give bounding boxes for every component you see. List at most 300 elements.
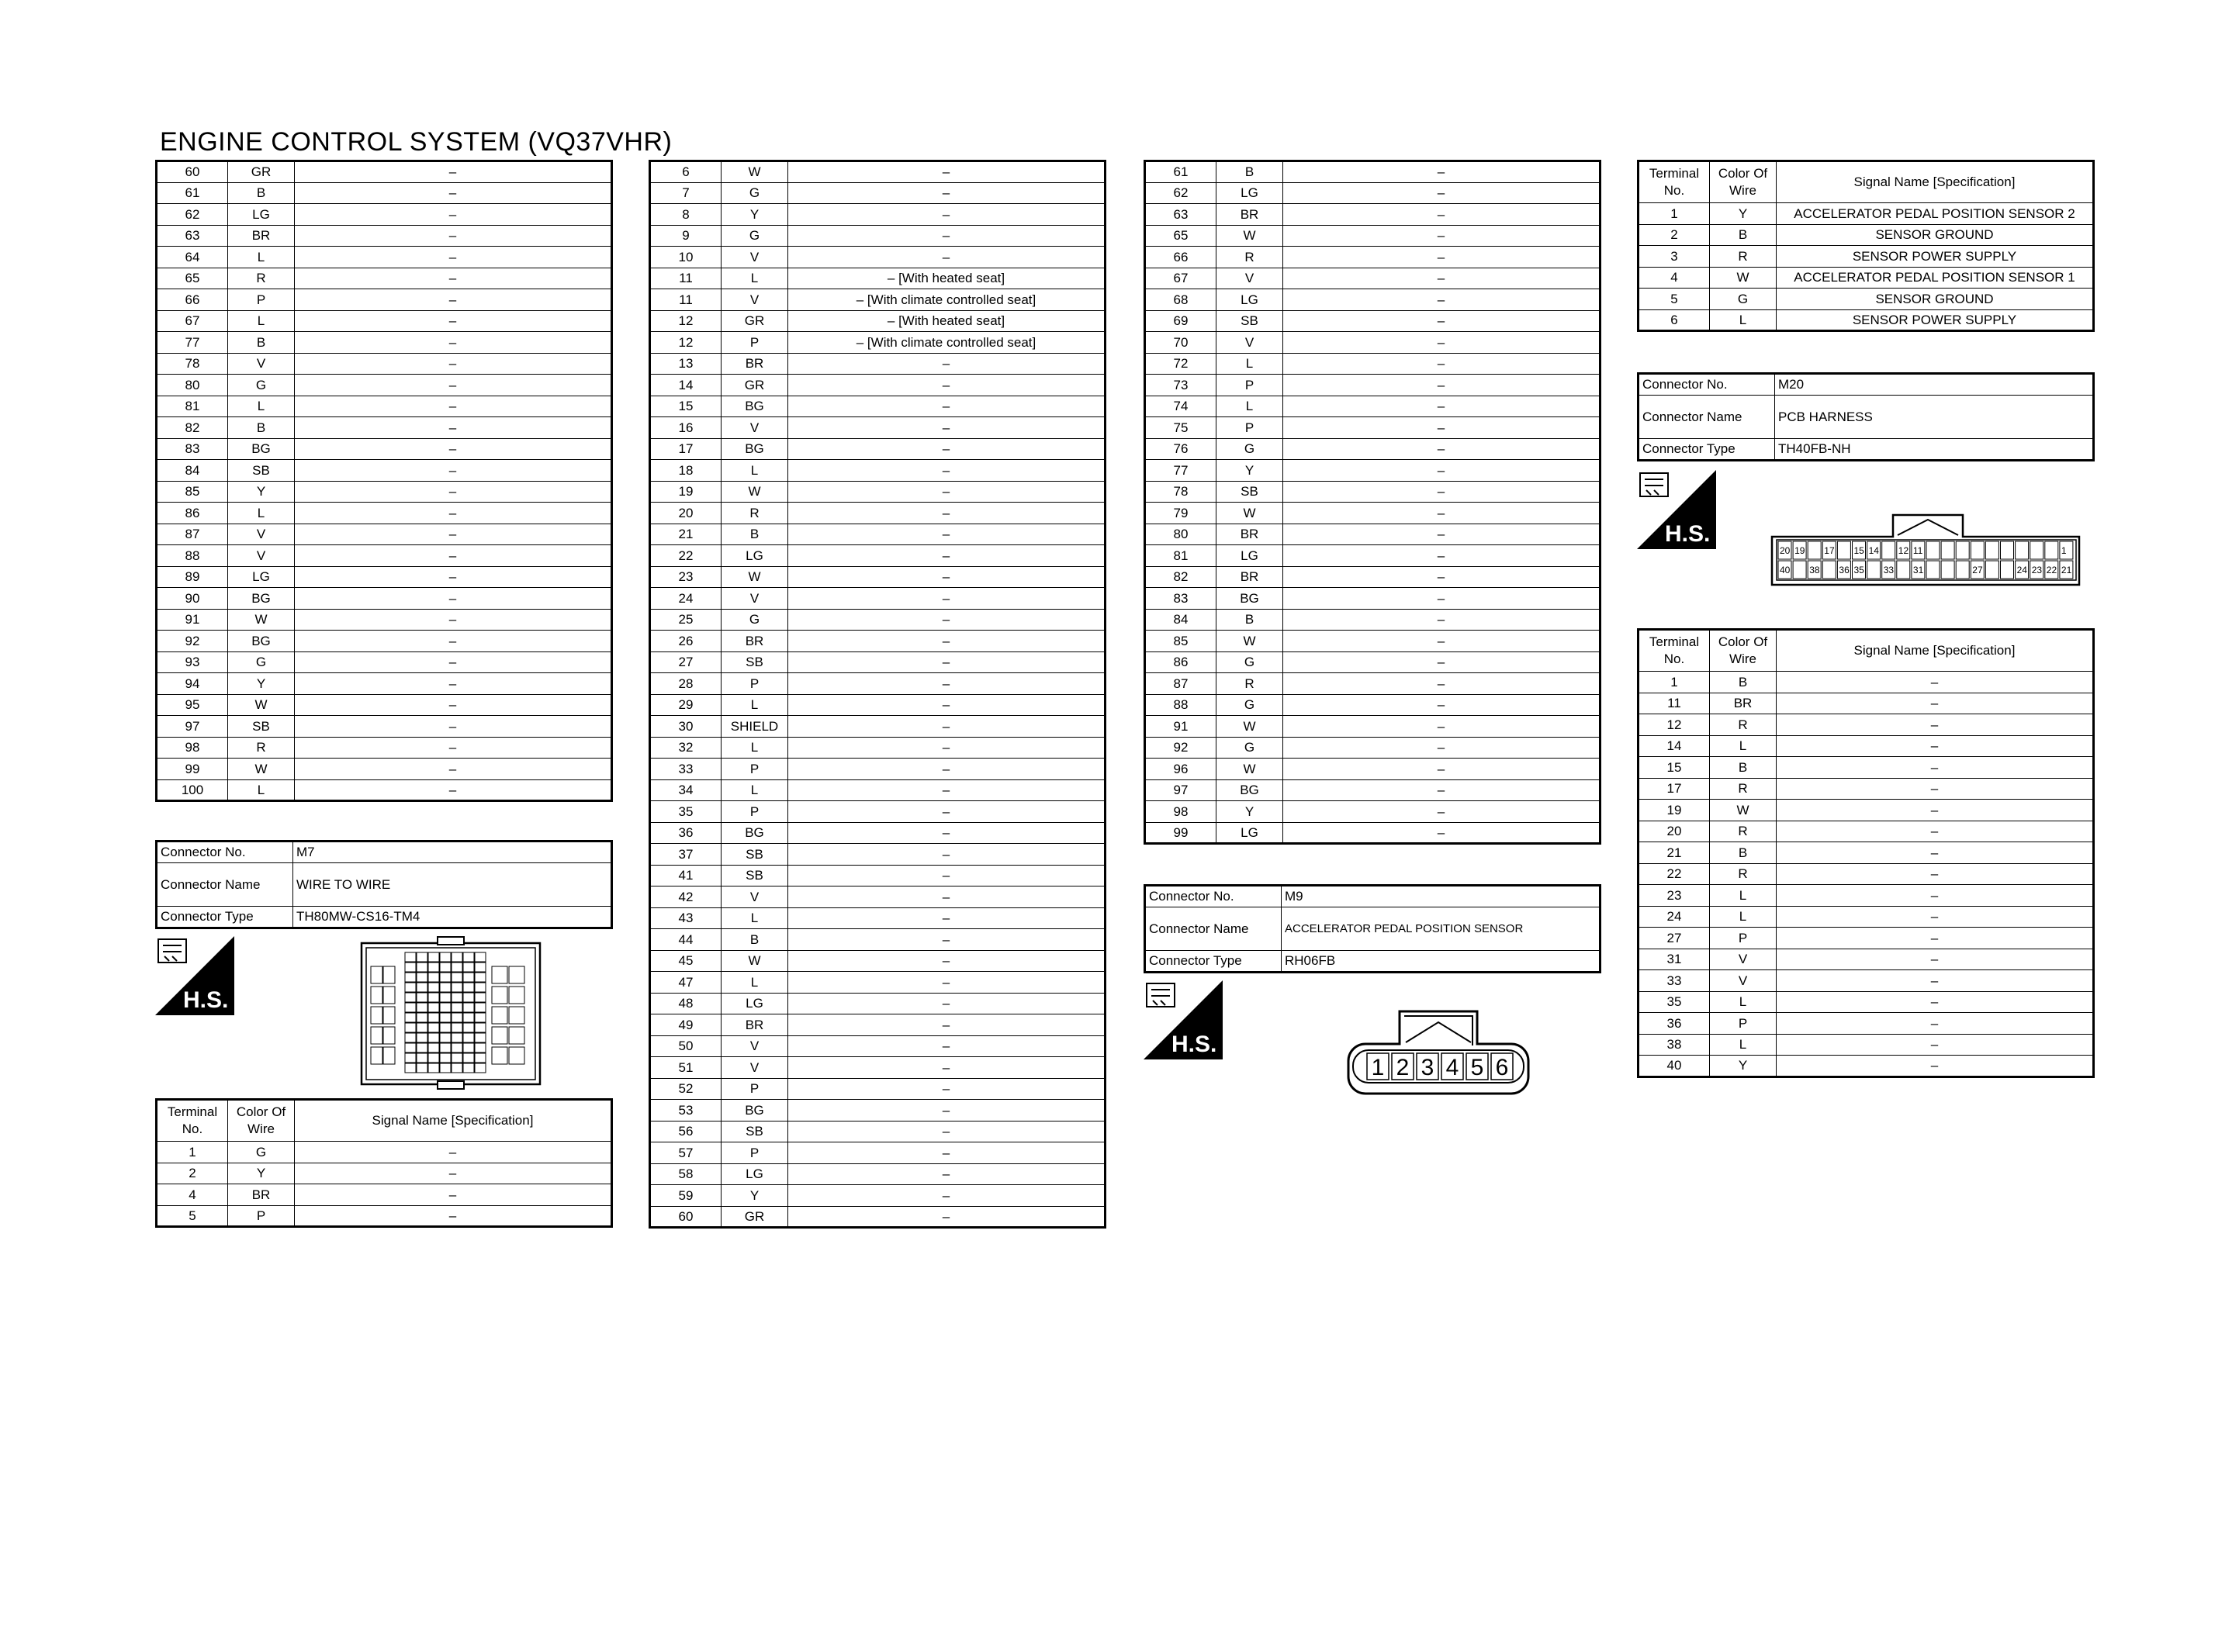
terminal-no-cell: 100	[157, 779, 228, 801]
connector-cavity	[475, 1043, 486, 1052]
table-row	[650, 993, 1106, 1014]
terminal-no-cell: 43	[650, 907, 722, 929]
terminal-no-cell: 77	[1145, 460, 1216, 482]
wire-color-cell: BG	[1216, 779, 1283, 801]
signal-name-cell: –	[788, 716, 1106, 738]
wire-color-cell: LG	[228, 566, 295, 588]
table-row	[1639, 672, 2094, 693]
connector-cavity	[405, 983, 416, 992]
connector-cavity	[1897, 561, 1910, 579]
table-row	[157, 737, 612, 759]
terminal-no-cell: 22	[1639, 863, 1710, 885]
terminal-no-cell: 85	[157, 481, 228, 503]
connector-cavity	[463, 1053, 474, 1063]
terminal-no-cell: 28	[650, 673, 722, 695]
terminal-no-cell: 1	[1639, 203, 1710, 225]
terminal-no-cell: 78	[157, 353, 228, 375]
table-row	[650, 759, 1106, 780]
table-row	[650, 247, 1106, 268]
terminal-no-cell: 64	[157, 247, 228, 268]
table-row	[650, 438, 1106, 460]
terminal-table-col3	[1144, 160, 1601, 845]
signal-name-cell: –	[1283, 161, 1601, 183]
pin-number: 4	[1445, 1055, 1459, 1080]
wire-color-cell: V	[722, 1035, 788, 1057]
table-row	[650, 289, 1106, 311]
signal-name-cell: –	[295, 225, 612, 247]
signal-name-cell: –	[295, 609, 612, 631]
terminal-table-m20	[1637, 628, 2095, 1078]
connector-cavity	[492, 987, 507, 1004]
connector-cavity	[383, 1047, 395, 1064]
table-row	[1639, 949, 2094, 970]
signal-name-cell: –	[1283, 204, 1601, 226]
connector-cavity	[428, 973, 439, 982]
table-row	[1639, 970, 2094, 992]
terminal-no-cell: 27	[650, 651, 722, 673]
wire-color-cell: SHIELD	[722, 716, 788, 738]
wire-color-cell: L	[722, 779, 788, 801]
pin-number: 36	[1839, 565, 1850, 575]
header-terminal-no: Terminal No.	[1639, 161, 1710, 203]
table-row	[650, 651, 1106, 673]
wire-color-cell: SB	[722, 651, 788, 673]
signal-name-cell: –	[1283, 460, 1601, 482]
terminal-no-cell: 33	[650, 759, 722, 780]
wire-color-cell: V	[1710, 970, 1777, 992]
wire-color-cell: P	[1710, 928, 1777, 949]
connector-cavity	[428, 1013, 439, 1022]
table-row	[1145, 289, 1601, 311]
signal-name-cell: –	[1777, 672, 2094, 693]
pin-number: 38	[1809, 565, 1820, 575]
wire-color-cell: L	[1710, 735, 1777, 757]
table-row	[650, 375, 1106, 396]
connector-no-label: Connector No.	[1145, 886, 1282, 907]
signal-name-cell: –	[788, 907, 1106, 929]
connector-cavity	[440, 1043, 451, 1052]
connector-cavity	[463, 1003, 474, 1012]
wire-color-cell: BR	[1216, 524, 1283, 545]
table-row	[1145, 417, 1601, 439]
terminal-no-cell: 89	[157, 566, 228, 588]
connector-cavity	[492, 966, 507, 983]
connector-cavity	[475, 1023, 486, 1032]
table-row	[650, 353, 1106, 375]
wire-color-cell: GR	[228, 161, 295, 183]
terminal-no-cell: 9	[650, 225, 722, 247]
connector-cavity	[452, 1033, 462, 1042]
terminal-no-cell: 82	[1145, 566, 1216, 588]
connector-cavity	[509, 1007, 524, 1024]
table-row	[157, 375, 612, 396]
connector-cavity	[463, 1063, 474, 1073]
pin-number: 19	[1794, 545, 1805, 556]
connector-cavity	[383, 1027, 395, 1044]
connector-cavity	[383, 987, 395, 1004]
pin-number: 24	[2016, 565, 2027, 575]
signal-name-cell: –	[788, 886, 1106, 908]
signal-name-cell: –	[295, 1184, 612, 1206]
terminal-no-cell: 29	[650, 694, 722, 716]
signal-name-cell: –	[1283, 268, 1601, 289]
terminal-no-cell: 2	[157, 1163, 228, 1184]
signal-name-cell: –	[295, 779, 612, 801]
table-row	[650, 929, 1106, 951]
table-row	[650, 950, 1106, 972]
table-row	[650, 822, 1106, 844]
table-row	[1639, 289, 2094, 310]
connector-cavity	[428, 993, 439, 1002]
table-row	[157, 417, 612, 439]
wire-color-cell: G	[722, 225, 788, 247]
signal-name-cell: – [With climate controlled seat]	[788, 289, 1106, 311]
wire-color-cell: V	[228, 353, 295, 375]
terminal-no-cell: 59	[650, 1185, 722, 1207]
table-row	[157, 460, 612, 482]
wire-color-cell: W	[228, 694, 295, 716]
table-row	[650, 694, 1106, 716]
terminal-no-cell: 62	[157, 204, 228, 226]
connector-cavity	[371, 1047, 382, 1064]
terminal-no-cell: 91	[157, 609, 228, 631]
terminal-no-cell: 34	[650, 779, 722, 801]
wire-color-cell: SB	[1216, 481, 1283, 503]
wire-color-cell: W	[1216, 503, 1283, 524]
table-row	[1639, 309, 2094, 331]
pin-number: 35	[1853, 565, 1864, 575]
terminal-no-cell: 4	[157, 1184, 228, 1206]
wire-color-cell: L	[722, 694, 788, 716]
terminal-no-cell: 35	[650, 801, 722, 823]
wire-color-cell: Y	[722, 1185, 788, 1207]
wire-color-cell: B	[1710, 224, 1777, 246]
wire-color-cell: L	[1216, 353, 1283, 375]
wire-color-cell: BR	[722, 353, 788, 375]
wire-color-cell: GR	[722, 375, 788, 396]
header-signal-name: Signal Name [Specification]	[1777, 630, 2094, 672]
wire-color-cell: R	[1710, 821, 1777, 842]
header-terminal-no: Terminal No.	[1639, 630, 1710, 672]
table-row	[650, 1057, 1106, 1079]
connector-type-label: Connector Type	[1145, 951, 1282, 973]
terminal-no-cell: 79	[1145, 503, 1216, 524]
connector-cavity	[405, 1003, 416, 1012]
signal-name-cell: –	[295, 1163, 612, 1184]
terminal-no-cell: 8	[650, 204, 722, 226]
page-title: ENGINE CONTROL SYSTEM (VQ37VHR)	[160, 127, 673, 157]
table-row	[1639, 203, 2094, 225]
wire-color-cell: G	[228, 1142, 295, 1163]
signal-name-cell: –	[1777, 906, 2094, 928]
signal-name-cell: –	[1777, 991, 2094, 1013]
connector-cavity	[1808, 541, 1821, 559]
connector-cavity	[417, 1063, 427, 1073]
signal-name-cell: –	[788, 673, 1106, 695]
wire-color-cell: Y	[722, 204, 788, 226]
signal-name-cell: –	[788, 1206, 1106, 1228]
signal-name-cell: –	[1283, 481, 1601, 503]
connector-cavity	[452, 952, 462, 962]
signal-name-cell: –	[1283, 503, 1601, 524]
terminal-no-cell: 12	[650, 310, 722, 332]
signal-name-cell: –	[1283, 438, 1601, 460]
signal-name-cell: –	[1283, 332, 1601, 354]
wire-color-cell: L	[722, 268, 788, 289]
terminal-no-cell: 37	[650, 844, 722, 866]
signal-name-cell: –	[295, 1205, 612, 1227]
wire-color-cell: Y	[1216, 460, 1283, 482]
wire-color-cell: Y	[1710, 1056, 1777, 1077]
connector-cavity	[1793, 561, 1806, 579]
terminal-no-cell: 98	[1145, 801, 1216, 823]
terminal-no-cell: 21	[1639, 842, 1710, 864]
terminal-no-cell: 63	[157, 225, 228, 247]
terminal-no-cell: 47	[650, 972, 722, 994]
wire-color-cell: L	[722, 907, 788, 929]
table-row	[157, 694, 612, 716]
signal-name-cell: –	[1777, 693, 2094, 714]
connector-cavity	[475, 1033, 486, 1042]
signal-name-cell: SENSOR GROUND	[1777, 289, 2094, 310]
terminal-no-cell: 4	[1639, 267, 1710, 289]
table-row	[157, 310, 612, 332]
terminal-no-cell: 2	[1639, 224, 1710, 246]
signal-name-cell: –	[295, 289, 612, 311]
terminal-no-cell: 57	[650, 1142, 722, 1164]
connector-cavity	[383, 1007, 395, 1024]
connector-cavity	[428, 983, 439, 992]
wire-color-cell: BG	[722, 822, 788, 844]
wire-color-cell: Y	[228, 673, 295, 695]
connector-cavity	[440, 1053, 451, 1063]
table-row	[1639, 757, 2094, 779]
wire-color-cell: LG	[722, 1163, 788, 1185]
terminal-no-cell: 18	[650, 460, 722, 482]
signal-name-cell: –	[295, 353, 612, 375]
table-row	[1145, 204, 1601, 226]
signal-name-cell: –	[295, 545, 612, 567]
wire-color-cell: G	[1216, 737, 1283, 759]
signal-name-cell: –	[788, 417, 1106, 439]
signal-name-cell: –	[1283, 310, 1601, 332]
table-row	[1639, 246, 2094, 268]
terminal-no-cell: 88	[157, 545, 228, 567]
table-row	[1145, 332, 1601, 354]
wire-color-cell: V	[228, 545, 295, 567]
terminal-table-m7	[155, 1098, 613, 1228]
table-row	[157, 1205, 612, 1227]
wire-color-cell: LG	[722, 993, 788, 1014]
connector-cavity	[371, 1027, 382, 1044]
signal-name-cell: –	[1777, 928, 2094, 949]
wire-color-cell: R	[1216, 247, 1283, 268]
connector-cavity	[371, 987, 382, 1004]
signal-name-cell: –	[1283, 225, 1601, 247]
wire-color-cell: LG	[1216, 822, 1283, 844]
connector-cavity	[440, 1033, 451, 1042]
terminal-no-cell: 94	[157, 673, 228, 695]
signal-name-cell: –	[788, 865, 1106, 886]
terminal-no-cell: 30	[650, 716, 722, 738]
wire-color-cell: P	[722, 332, 788, 354]
connector-cavity	[475, 1013, 486, 1022]
wire-color-cell: W	[722, 566, 788, 588]
table-row	[157, 609, 612, 631]
signal-name-cell: –	[295, 204, 612, 226]
signal-name-cell: –	[1777, 1056, 2094, 1077]
connector-cavity	[1956, 561, 1969, 579]
table-row	[650, 631, 1106, 652]
pin-number: 21	[2061, 565, 2072, 575]
table-row	[1145, 225, 1601, 247]
connector-cavity	[2001, 541, 2014, 559]
signal-name-cell: –	[1283, 801, 1601, 823]
hs-label: H.S.	[183, 987, 229, 1013]
table-row	[1639, 863, 2094, 885]
terminal-no-cell: 14	[1639, 735, 1710, 757]
terminal-no-cell: 36	[1639, 1013, 1710, 1035]
wire-color-cell: L	[1216, 396, 1283, 417]
table-row	[157, 651, 612, 673]
connector-cavity	[492, 1007, 507, 1024]
wire-color-cell: W	[1216, 759, 1283, 780]
connector-cavity	[417, 983, 427, 992]
connector-cavity	[428, 963, 439, 972]
terminal-no-cell: 44	[650, 929, 722, 951]
wire-color-cell: L	[722, 460, 788, 482]
signal-name-cell: –	[295, 524, 612, 545]
wire-color-cell: L	[228, 779, 295, 801]
connector-cavity	[509, 987, 524, 1004]
wire-color-cell: L	[722, 737, 788, 759]
wire-color-cell: B	[722, 524, 788, 545]
signal-name-cell: SENSOR GROUND	[1777, 224, 2094, 246]
table-row	[1145, 779, 1601, 801]
table-row	[650, 1100, 1106, 1121]
connector-cavity	[417, 1013, 427, 1022]
signal-name-cell: –	[788, 247, 1106, 268]
signal-name-cell: –	[788, 204, 1106, 226]
table-row	[1639, 693, 2094, 714]
signal-name-cell: –	[295, 161, 612, 183]
wire-color-cell: G	[228, 651, 295, 673]
terminal-no-cell: 15	[650, 396, 722, 417]
terminal-no-cell: 36	[650, 822, 722, 844]
terminal-no-cell: 42	[650, 886, 722, 908]
table-row	[157, 481, 612, 503]
terminal-no-cell: 10	[650, 247, 722, 268]
table-row	[1639, 991, 2094, 1013]
connector-cavity	[463, 1013, 474, 1022]
connector-cavity	[405, 952, 416, 962]
table-row	[157, 524, 612, 545]
wire-color-cell: W	[722, 161, 788, 183]
connector-cavity	[417, 1053, 427, 1063]
table-row	[1145, 737, 1601, 759]
table-row	[1639, 267, 2094, 289]
table-row	[1145, 247, 1601, 268]
connector-face-m20	[1769, 513, 2087, 586]
signal-name-cell: –	[1777, 1013, 2094, 1035]
connector-cavity	[509, 1047, 524, 1064]
wire-color-cell: SB	[228, 460, 295, 482]
table-row	[157, 353, 612, 375]
table-row	[650, 225, 1106, 247]
pin-number: 40	[1780, 565, 1791, 575]
terminal-no-cell: 5	[1639, 289, 1710, 310]
wire-color-cell: L	[1710, 309, 1777, 331]
signal-name-cell: –	[1283, 716, 1601, 738]
table-row	[1639, 885, 2094, 907]
wire-color-cell: B	[1216, 161, 1283, 183]
terminal-no-cell: 52	[650, 1078, 722, 1100]
wire-color-cell: GR	[722, 1206, 788, 1228]
table-row	[157, 332, 612, 354]
connector-cavity	[1941, 561, 1954, 579]
wire-color-cell: LG	[228, 204, 295, 226]
signal-name-cell: –	[1283, 609, 1601, 631]
wire-color-cell: B	[722, 929, 788, 951]
connector-cavity	[452, 1053, 462, 1063]
connector-cavity	[475, 1053, 486, 1063]
terminal-no-cell: 20	[1639, 821, 1710, 842]
signal-name-cell: –	[295, 460, 612, 482]
table-row	[1145, 268, 1601, 289]
table-row	[157, 1163, 612, 1184]
connector-cavity	[463, 993, 474, 1002]
signal-name-cell: –	[295, 588, 612, 610]
wire-color-cell: BR	[1216, 204, 1283, 226]
terminal-no-cell: 83	[1145, 588, 1216, 610]
table-row	[1145, 694, 1601, 716]
connector-cavity	[417, 1033, 427, 1042]
table-row	[650, 1078, 1106, 1100]
wire-color-cell: P	[722, 1142, 788, 1164]
signal-name-cell: –	[788, 1185, 1106, 1207]
table-row	[650, 310, 1106, 332]
pin-number: 1	[2061, 545, 2067, 556]
terminal-no-cell: 14	[650, 375, 722, 396]
pin-number: 27	[1972, 565, 1983, 575]
table-row	[650, 907, 1106, 929]
wire-color-cell: BR	[722, 1014, 788, 1036]
table-row	[157, 289, 612, 311]
table-row	[1145, 310, 1601, 332]
signal-name-cell: –	[1777, 778, 2094, 800]
connector-cavity	[452, 1043, 462, 1052]
wire-color-cell: BG	[228, 631, 295, 652]
hs-label: H.S.	[1665, 521, 1711, 547]
table-row	[650, 886, 1106, 908]
table-row	[1639, 714, 2094, 736]
terminal-no-cell: 99	[157, 759, 228, 780]
table-row	[650, 182, 1106, 204]
wire-color-cell: P	[228, 1205, 295, 1227]
wire-color-cell: B	[1710, 672, 1777, 693]
wire-color-cell: G	[1216, 694, 1283, 716]
connector-cavity	[509, 1027, 524, 1044]
connector-cavity	[463, 973, 474, 982]
table-row	[157, 759, 612, 780]
terminal-no-cell: 60	[650, 1206, 722, 1228]
wire-color-cell: L	[228, 396, 295, 417]
table-row	[650, 588, 1106, 610]
table-row	[157, 503, 612, 524]
connector-cavity	[2001, 561, 2014, 579]
connector-cavity	[417, 993, 427, 1002]
terminal-no-cell: 21	[650, 524, 722, 545]
